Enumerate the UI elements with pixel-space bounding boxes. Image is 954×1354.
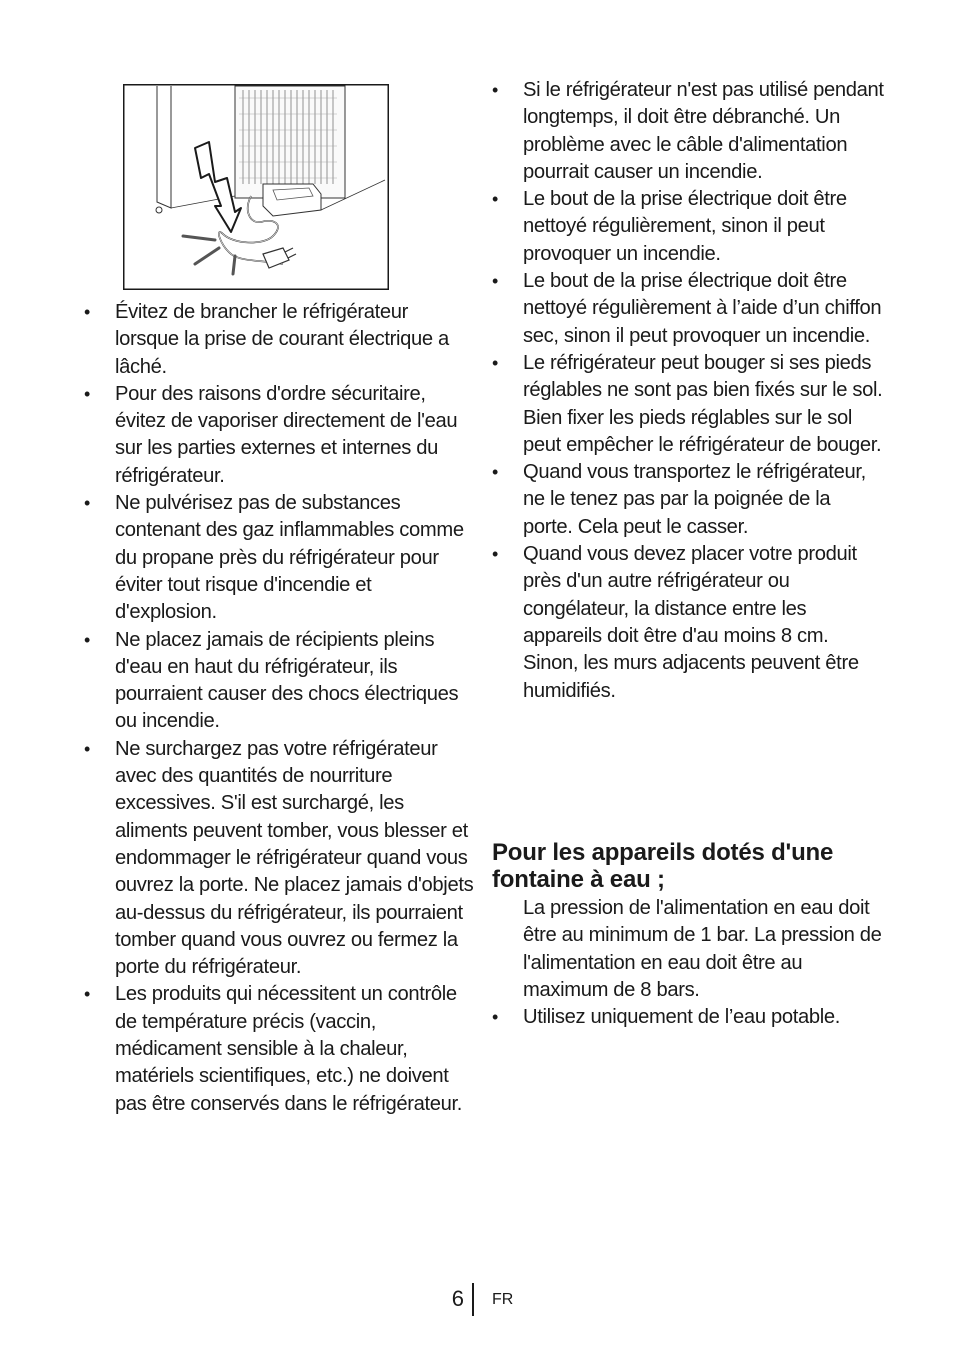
list-item: • Le bout de la prise électrique doit être nettoyé régulièrement, sinon il peut provoquer un incendie. [492, 186, 884, 268]
list-item: • Ne pulvérisez pas de substances contenant des gaz inflammables comme du propane près du réfrigérateur pour éviter tout risque d'incendie et d'explosion. [84, 490, 474, 626]
water-fountain-list [492, 1004, 884, 1031]
footer-divider [472, 1283, 474, 1316]
list-item: • Ne surchargez pas votre réfrigérateur avec des quantités de nourriture excessives. S'il est surchargé, les aliments peuvent tomber, vous blesser et endommager le réfrigérateur quand vous ouvrez la porte. Ne placez jamais d'objets au-dessus du réfrigérateur, ils pourraient tomber quand vous ouvrez ou fermez la porte du réfrigérateur. [84, 736, 474, 982]
list-item: • Ne placez jamais de récipients pleins d'eau en haut du réfrigérateur, ils pourraient causer des chocs électriques ou incendie. [84, 627, 474, 736]
right-safety-list [492, 77, 884, 705]
list-item: • Le réfrigérateur peut bouger si ses pieds réglables ne sont pas bien fixés sur le sol. Bien fixer les pieds réglables sur le sol peut empêcher le réfrigérateur de bouger. [492, 350, 884, 459]
water-pressure-paragraph: La pression de l'alimentation en eau doit être au minimum de 1 bar. La pression de l'alimentation en eau doit être au maximum de 8 bars. [523, 897, 882, 1001]
list-item: • Quand vous devez placer votre produit près d'un autre réfrigérateur ou congélateur, la distance entre les appareils doit être d'au moins 8 cm. Sinon, les murs adjacents peuvent être humidifiés. [492, 541, 884, 705]
list-item: • Si le réfrigérateur n'est pas utilisé pendant longtemps, il doit être débranché. Un problème avec le câble d'alimentation pourrait causer un incendie. [492, 77, 884, 186]
refrigerator-plug-unplug-illustration-icon [123, 84, 389, 290]
water-fountain-heading: Pour les appareils dotés d'une fontaine à eau ; [492, 839, 834, 893]
left-safety-list [84, 299, 474, 1118]
list-item: • Quand vous transportez le réfrigérateur, ne le tenez pas par la poignée de la porte. Cela peut le casser. [492, 459, 884, 541]
language-code: FR [492, 1291, 514, 1308]
page-number: 6 [451, 1286, 464, 1311]
list-item: • Les produits qui nécessitent un contrôle de température précis (vaccin, médicament sensible à la chaleur, matériels scientifiques, etc.) ne doivent pas être conservés dans le réfrigérateur. [84, 981, 474, 1117]
list-item: • Évitez de brancher le réfrigérateur lorsque la prise de courant électrique a lâché. [84, 299, 474, 381]
list-item: • Le bout de la prise électrique doit être nettoyé régulièrement à l’aide d’un chiffon sec, sinon il peut provoquer un incendie. [492, 268, 884, 350]
list-item: • Utilisez uniquement de l’eau potable. [492, 1004, 884, 1031]
unplug-illustration [123, 84, 389, 290]
list-item: • Pour des raisons d'ordre sécuritaire, évitez de vaporiser directement de l'eau sur les parties externes et internes du réfrigérateur. [84, 381, 474, 490]
